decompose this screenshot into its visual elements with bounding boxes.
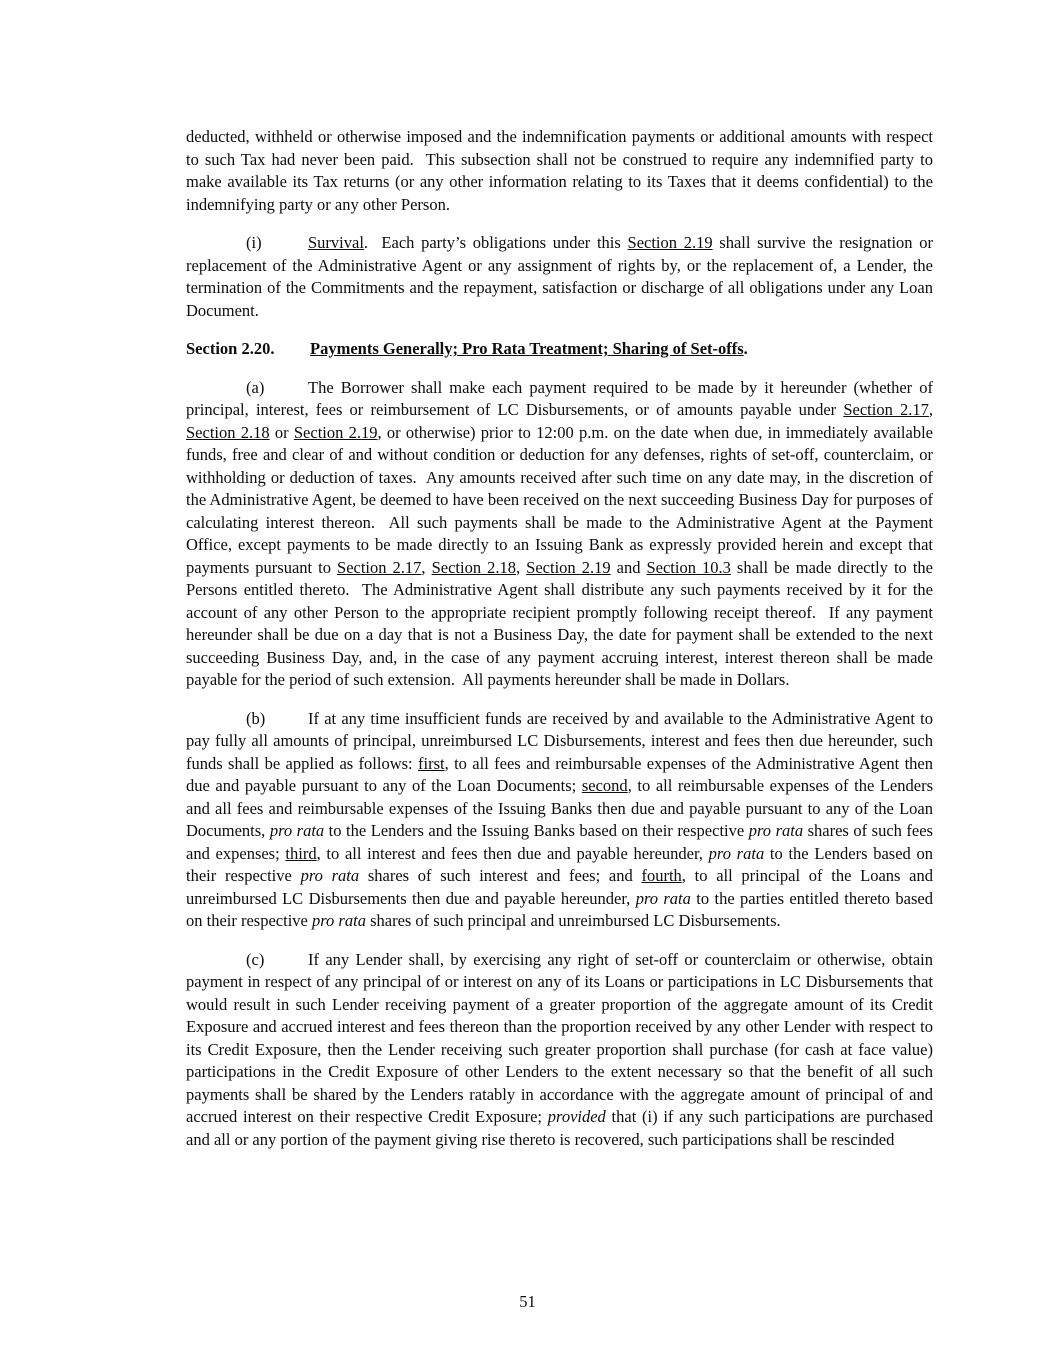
text-run: shares of such fees and expenses; — [186, 821, 933, 863]
section-reference: Section 2.19 — [293, 422, 378, 442]
section-2-20-heading — [186, 338, 933, 361]
paragraph-i-survival — [186, 232, 933, 322]
text-run: second — [581, 776, 628, 795]
section-reference: Section 2.18 — [431, 557, 516, 577]
text-run: , to all principal of the Loans and unreimbursed LC Disbursements then due and payable hereunder, — [186, 866, 933, 908]
text-run: If any Lender shall, by exercising any right of set-off or counterclaim or otherwise, obtain payment in respect of any principal of or interest on any of its Loans or participations in LC Disbursements that would result in such Lender receiving payment of a greater proportion of the aggregate amount of its Credit Exposure and accrued interest and fees thereon than the proportion received by any other Lender with respect to its Credit Exposure, then the Lender receiving such greater proportion shall purchase (for cash at face value) participations in the Credit Exposure of other Lenders to the extent necessary so that the benefit of all such payments shall be shared by the Lenders ratably in accordance with the aggregate amount of principal of and accrued interest on their respective Credit Exposure; — [186, 949, 933, 1126]
text-run: shall be made directly to the Persons entitled thereto. The Administrative Agent shall distribute any such payments received by it for the account of any other Person to the appropriate recipient promptly following receipt thereof. If any payment hereunder shall be due on a day that is not a Business Day, the date for payment shall be extended to the next succeeding Business Day, and, in the case of any payment accruing interest, interest thereon shall be made payable for the period of such extension. All payments hereunder shall be made in Dollars. — [186, 557, 933, 689]
text-run: If at any time insufficient funds are received by and available to the Administrative Agent to pay fully all amounts of principal, unreimbursed LC Disbursements, interest and fees then due hereunder, such funds shall be applied as follows: — [186, 708, 933, 773]
text-run: pro rata — [708, 843, 765, 863]
text-run: pro rata — [635, 888, 691, 908]
text-run: fourth — [641, 866, 682, 885]
text-run: provided — [547, 1107, 606, 1126]
section-reference: Section 2.17 — [843, 400, 929, 419]
section-reference: Section 2.19 — [627, 233, 713, 252]
text-run: deducted, withheld or otherwise imposed and the indemnification payments or additional amounts with respect to such Tax had never been paid. This subsection shall not be construed to require any indemnified party to make available its Tax returns (or any other information relating to its Taxes that it deems confidential) to the indemnifying party or any other Person. — [186, 127, 933, 214]
survival-heading: Survival — [308, 233, 364, 252]
text-run: to the Lenders based on their respective — [186, 843, 933, 885]
text-run: shall survive the resignation or replacement of the Administrative Agent or any assignment of rights by, or the replacement of, a Lender, the termination of the Commitments and the repayment, satisfaction or discharge of all obligations under any Loan Document. — [186, 233, 933, 320]
text-run: pro rata — [312, 911, 366, 930]
paragraph-label: Section 2.20. — [186, 339, 275, 358]
page-number: 51 — [519, 1292, 536, 1311]
section-title: Payments Generally; Pro Rata Treatment; Sharing of Set-offs — [310, 339, 744, 358]
section-reference: Section 2.17 — [337, 557, 422, 577]
section-reference: Section 2.18 — [186, 422, 270, 442]
text-run: pro rata — [300, 866, 360, 885]
text-run: shares of such principal and unreimbursed LC Disbursements. — [365, 911, 781, 930]
text-run: , — [421, 557, 432, 577]
text-run: The Borrower shall make each payment required to be made by it hereunder (whether of principal, interest, fees or reimbursement of LC Disbursements, or of amounts payable under — [186, 377, 933, 419]
paragraph-label: (b) — [246, 708, 266, 728]
text-run: , to all interest and fees then due and payable hereunder, — [316, 843, 709, 863]
text-run: shares of such interest and fees; and — [359, 866, 642, 885]
section-reference: Section 2.19 — [526, 557, 611, 577]
text-run: , to all fees and reimbursable expenses of the Administrative Agent then due and payable pursuant to any of the Loan Documents; — [186, 753, 933, 795]
text-run: , — [928, 400, 933, 419]
paragraph-label: (i) — [246, 233, 262, 252]
text-run: pro rata — [269, 821, 325, 840]
paragraph-a-payments — [186, 377, 933, 692]
text-run: first — [418, 753, 445, 773]
text-run: . Each party’s obligations under this — [363, 233, 628, 252]
text-run: third — [285, 843, 317, 863]
document-body — [186, 126, 933, 1167]
text-run: pro rata — [748, 821, 804, 840]
text-run: and — [610, 557, 647, 577]
text-run: . — [743, 339, 748, 358]
paragraph-tax-continuation — [186, 126, 933, 216]
paragraph-label: (a) — [246, 377, 265, 397]
paragraph-label: (c) — [246, 949, 265, 969]
text-run: that (i) if any such participations are purchased and all or any portion of the payment giving rise thereto is recovered, such participations shall be rescinded — [186, 1107, 933, 1149]
text-run: , — [516, 557, 527, 577]
text-run: , or otherwise) prior to 12:00 p.m. on the date when due, in immediately available funds, free and clear of and without condition or deduction for any defenses, rights of set-off, counterclaim, or withholding or deduction of taxes. Any amounts received after such time on any date may, in the discretion of the Administrative Agent, be deemed to have been received on the next succeeding Business Day for purposes of calculating interest thereon. All such payments shall be made to the Administrative Agent at the Payment Office, except payments to be made directly to an Issuing Bank as expressly provided herein and except that payments pursuant to — [186, 422, 933, 577]
section-reference: Section 10.3 — [646, 557, 731, 577]
text-run: , to all reimbursable expenses of the Lenders and all fees and reimbursable expenses of the Issuing Banks then due and payable pursuant to any of the Loan Documents, — [186, 776, 933, 840]
text-run: or — [269, 422, 294, 442]
paragraph-b-application-of-funds — [186, 708, 933, 933]
text-run: to the parties entitled thereto based on their respective — [186, 888, 933, 930]
text-run: to the Lenders and the Issuing Banks based on their respective — [324, 821, 749, 840]
paragraph-c-sharing-of-setoffs — [186, 949, 933, 1152]
